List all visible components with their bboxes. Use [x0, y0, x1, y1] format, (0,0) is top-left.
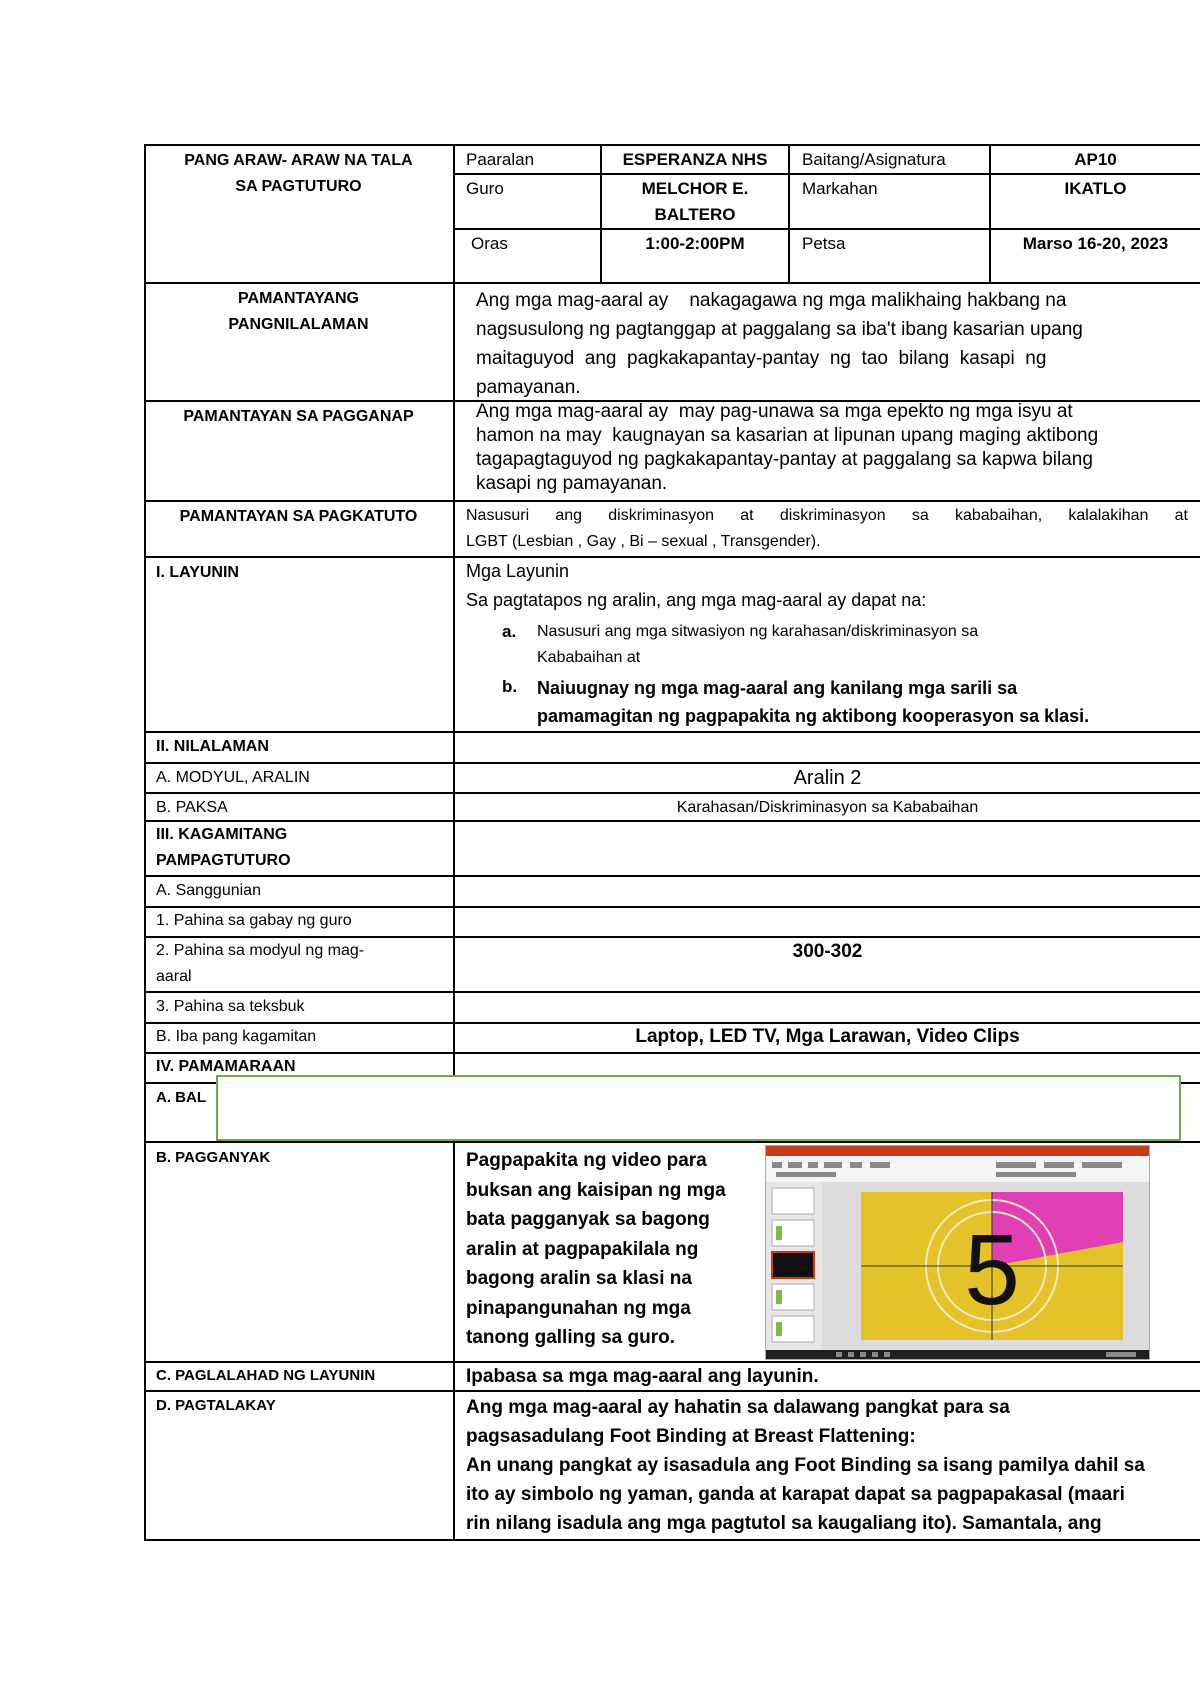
- ppt-title-bar: [766, 1146, 1149, 1156]
- text-line: tagapagtaguyod ng pagkakapantay-pantay at paggalang sa kapwa bilang: [476, 449, 1093, 470]
- text-line: pagsasadulang Foot Binding at Breast Flattening:: [466, 1426, 916, 1447]
- paaralan-label: Paaralan: [466, 150, 535, 169]
- presentation-screenshot: [765, 1145, 1150, 1360]
- text-line: buksan ang kaisipan ng mga: [466, 1179, 726, 1201]
- label-line: aaral: [156, 968, 192, 985]
- iba-pang-kagamitan-label: B. Iba pang kagamitan: [156, 1028, 317, 1045]
- baitang-value: AP10: [1074, 150, 1117, 169]
- petsa-value: Marso 16-20, 2023: [1022, 234, 1169, 253]
- row-divider: [144, 556, 1200, 558]
- pamantayan-sa-pagganap-text: [476, 400, 1188, 496]
- text-line: Kababaihan at: [537, 649, 641, 666]
- text-line: maitaguyod ang pagkakapantay-pantay ng tao bilang kasapi ng: [476, 348, 1047, 369]
- text-line: LGBT (Lesbian , Gay , Bi – sexual , Transgender).: [466, 533, 821, 550]
- taskbar: [766, 1350, 1149, 1359]
- text-line: bata pagganyak sa bagong: [466, 1209, 710, 1230]
- text-line: ito ay simbolo ng yaman, ganda at karapat dapat sa pagpapakasal (maari: [466, 1484, 1125, 1505]
- layunin-label: I. LAYUNIN: [156, 564, 239, 581]
- text-line: kasapi ng pamayanan.: [476, 473, 668, 494]
- modyul-pahina-value: 300-302: [792, 941, 863, 962]
- document-title: [146, 148, 451, 200]
- pamantayang-pangnilalaman-label: [146, 286, 451, 338]
- table-border-left: [144, 144, 146, 1541]
- label-line: PAMPAGTUTURO: [156, 852, 291, 869]
- pagganyak-text: [466, 1146, 756, 1353]
- pamantayan-sa-pagkatuto-label: PAMANTAYAN SA PAGKATUTO: [179, 508, 418, 525]
- row-divider: [144, 875, 1200, 877]
- text-line: Pagpapakita ng video para: [466, 1150, 707, 1171]
- row-divider: [144, 731, 1200, 733]
- guro-value-line2: BALTERO: [654, 205, 736, 224]
- layunin-intro: Sa pagtatapos ng aralin, ang mga mag-aaral ay dapat na:: [466, 590, 927, 610]
- baitang-label: Baitang/Asignatura: [802, 150, 946, 169]
- sanggunian-label: A. Sanggunian: [156, 882, 261, 899]
- nilalaman-label: II. NILALAMAN: [156, 738, 269, 755]
- teksbuk-label: 3. Pahina sa teksbuk: [156, 998, 305, 1015]
- balik-aral-label: A. BAL: [156, 1089, 206, 1106]
- pamantayan-sa-pagkatuto-text: [466, 503, 1188, 555]
- presentation-screenshot-graphic: [766, 1146, 1149, 1359]
- item-b-marker: b.: [502, 677, 518, 696]
- pagganyak-label: B. PAGGANYAK: [156, 1149, 271, 1166]
- row-divider: [144, 282, 1200, 284]
- guro-value: [602, 176, 788, 228]
- text-line: bagong aralin sa klasi na: [466, 1268, 692, 1289]
- overlay-box: [216, 1075, 1181, 1141]
- row-divider: [144, 500, 1200, 502]
- text-line: pamamagitan ng pagpapakita ng aktibong kooperasyon sa klasi.: [537, 706, 1090, 726]
- column-divider: [788, 144, 790, 283]
- document-title-line1: PANG ARAW- ARAW NA TALA: [184, 152, 413, 169]
- row-divider: [453, 228, 1200, 230]
- slide-thumb: [772, 1188, 814, 1214]
- table-border-top: [144, 144, 1200, 146]
- modyul-aralin-value: Aralin 2: [793, 767, 862, 789]
- item-a-text: [537, 619, 978, 671]
- row-divider: [453, 173, 1200, 175]
- row-divider: [144, 1141, 1200, 1143]
- ppt-ribbon: [766, 1156, 1149, 1182]
- guro-value-line1: MELCHOR E.: [641, 179, 749, 198]
- text-line: Nasusuri ang mga sitwasiyon ng karahasan/diskriminasyon sa: [537, 623, 979, 640]
- layunin-heading: Mga Layunin: [466, 561, 570, 581]
- paaralan-value: ESPERANZA NHS: [622, 150, 768, 169]
- text-line: aralin at pagpapakilala ng: [466, 1238, 699, 1260]
- text-line: Ang mga mag-aaral ay may pag-unawa sa mga epekto ng mga isyu at: [476, 401, 1073, 422]
- text-line: Naiuugnay ng mga mag-aaral ang kanilang mga sarili sa: [537, 678, 1018, 698]
- text-line: hamon na may kaugnayan sa kasarian at lipunan upang maging aktibong: [476, 425, 1099, 446]
- text-line: tanong galling sa guro.: [466, 1327, 675, 1348]
- guro-label: Guro: [466, 179, 504, 198]
- label-line: III. KAGAMITANG: [156, 826, 288, 843]
- petsa-label: Petsa: [802, 234, 846, 253]
- text-line: rin nilang isadula ang mga pagtutol sa kaugaliang ito). Samantala, ang: [466, 1513, 1102, 1534]
- text-line: Nasusuri ang diskriminasyon at diskriminasyon sa kababaihan, kalalakihan at: [466, 507, 1188, 524]
- paksa-value: Karahasan/Diskriminasyon sa Kababaihan: [676, 799, 979, 816]
- row-divider: [144, 991, 1200, 993]
- modyul-aralin-label: A. MODYUL, ARALIN: [156, 769, 310, 786]
- pagtalakay-text: [466, 1393, 1186, 1538]
- row-divider: [144, 1052, 1200, 1054]
- paksa-label: B. PAKSA: [156, 799, 228, 816]
- countdown-number: 5: [964, 1214, 1020, 1326]
- text-line: pamayanan.: [476, 377, 581, 398]
- modyul-pahina-label: [156, 938, 364, 990]
- kagamitan-label: [156, 822, 291, 874]
- oras-value: 1:00-2:00PM: [645, 234, 745, 253]
- paglalahad-text: Ipabasa sa mga mag-aaral ang layunin.: [466, 1366, 819, 1387]
- markahan-value: IKATLO: [1064, 179, 1127, 198]
- pamamaraan-label: IV. PAMAMARAAN: [156, 1058, 296, 1075]
- paglalahad-label: C. PAGLALAHAD NG LAYUNIN: [156, 1367, 376, 1384]
- text-line: nagsusulong ng pagtanggap at paggalang sa iba't ibang kasarian upang: [476, 319, 1083, 340]
- pamantayang-pangnilalaman-text: [476, 286, 1188, 402]
- label-line: 2. Pahina sa modyul ng mag-: [156, 942, 365, 959]
- oras-label: Oras: [471, 234, 508, 253]
- markahan-label: Markahan: [802, 179, 878, 198]
- pamantayan-sa-pagganap-label: PAMANTAYAN SA PAGGANAP: [183, 408, 414, 425]
- item-a-marker: a.: [502, 622, 517, 641]
- label-line: PANGNILALAMAN: [228, 316, 369, 333]
- slide-thumb-selected: [772, 1252, 814, 1278]
- label-line: PAMANTAYANG: [238, 290, 359, 307]
- item-b-text: [537, 674, 1089, 730]
- text-line: Ang mga mag-aaral ay nakagagawa ng mga malikhaing hakbang na: [476, 290, 1067, 311]
- gabay-label: 1. Pahina sa gabay ng guro: [156, 912, 352, 929]
- table-border-bottom: [144, 1539, 1200, 1541]
- document-title-line2: SA PAGTUTURO: [235, 178, 362, 195]
- text-line: Ang mga mag-aaral ay hahatin sa dalawang pangkat para sa: [466, 1397, 1010, 1418]
- iba-pang-kagamitan-value: Laptop, LED TV, Mga Larawan, Video Clips: [635, 1026, 1020, 1047]
- text-line: pinapangunahan ng mga: [466, 1297, 691, 1319]
- text-line: An unang pangkat ay isasadula ang Foot Binding sa isang pamilya dahil sa: [466, 1455, 1145, 1476]
- column-divider: [453, 144, 455, 1541]
- pagtalakay-label: D. PAGTALAKAY: [156, 1397, 276, 1414]
